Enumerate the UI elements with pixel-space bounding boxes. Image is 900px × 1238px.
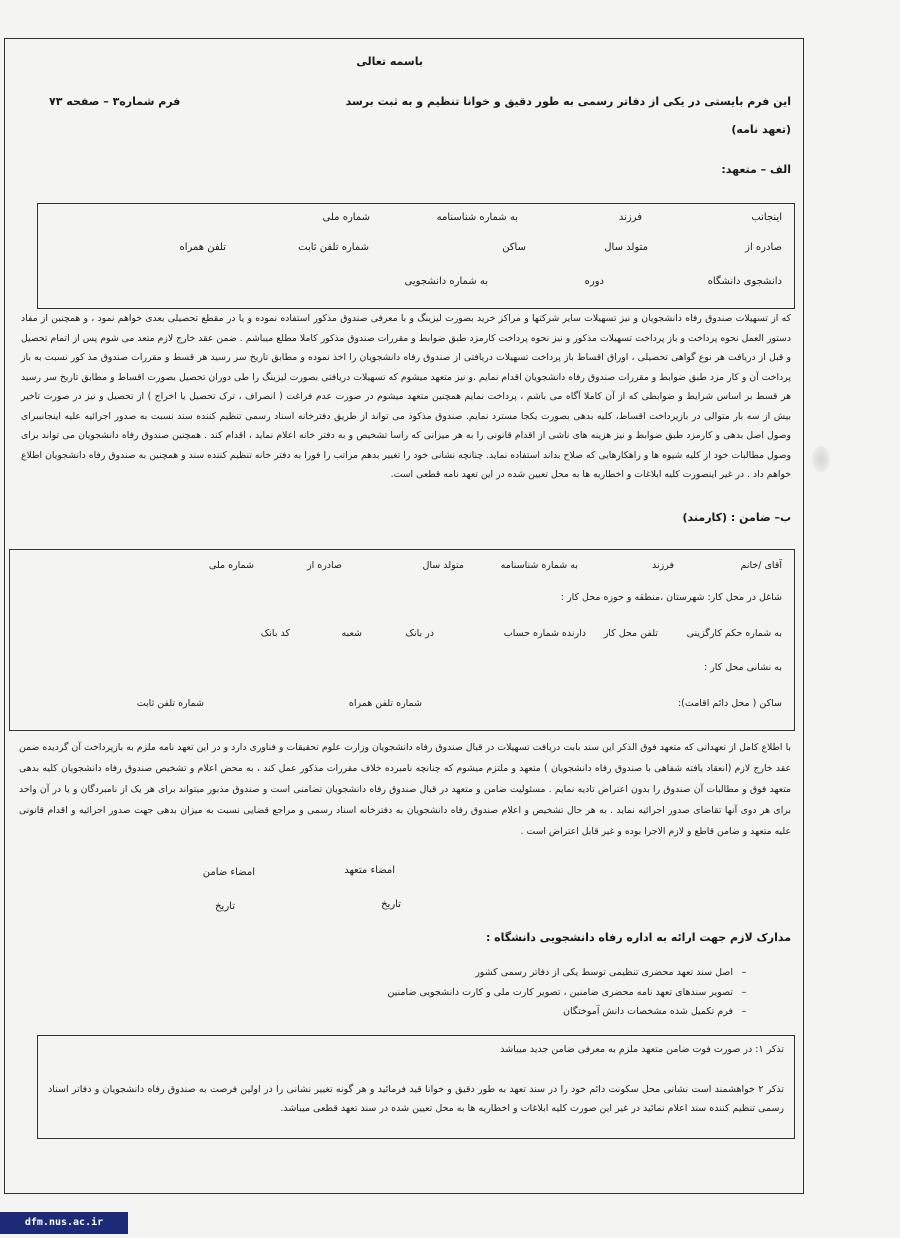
documents-item [475, 967, 755, 978]
guarantor-residence-label: ساکن ( محل دائم اقامت): [677, 698, 782, 709]
obligor-id-label: به شماره شناسنامه [436, 212, 518, 223]
obligor-residence-label: ساکن [502, 242, 526, 253]
obligor-date-label: تاریخ [381, 899, 401, 910]
obligor-student-id-label: به شماره دانشجویی [404, 276, 488, 287]
section-b-heading: ب– ضامن : (کارمند) [682, 511, 791, 524]
documents-item-text: اصل سند تعهد محضری تنظیمی توسط یکی از دفاتر رسمی کشور [475, 967, 733, 978]
guarantor-issued-label: صادره از [306, 560, 342, 571]
guarantor-birth-year-label: متولد سال [422, 560, 464, 571]
obligor-father-label: فرزند [618, 212, 642, 223]
bullet-dash: – [741, 1006, 747, 1017]
guarantor-bank-label: در بانک [405, 628, 434, 639]
note-2: تذکر ۲ خواهشمند است نشانی محل سکونت دائم خود را در سند تعهد به طور دقیق و خوانا قید فرمائید و هر گونه تغییر نشانی را در اولین فرصت به صندوق رفاه دانشجویان و دفاتر اسناد رسمی تنظیم کننده سند اعلام نمائید در غیر این صورت کلیه ابلاغات و اخطاریه ها به محل تعیین شده در سند تعهد قطعی میباشد. [48, 1084, 785, 1114]
guarantor-id-label: به شماره شناسنامه [500, 560, 578, 571]
obligor-birth-year-label: متولد سال [604, 242, 648, 253]
documents-item [387, 987, 755, 998]
obligor-national-id-label: شماره ملی [322, 212, 370, 223]
notes-box [37, 1035, 795, 1139]
obligor-signature-label: امضاء متعهد [344, 865, 395, 876]
obligor-landline-label: شماره تلفن ثابت [298, 242, 369, 253]
obligor-course-label: دوره [584, 276, 604, 287]
obligor-university-label: دانشجوی دانشگاه [707, 276, 782, 287]
form-instruction: این فرم بایستی در یکی از دفاتر رسمی به طور دقیق و خوانا تنظیم و به ثبت برسد [345, 95, 791, 108]
guarantor-info-box [9, 549, 795, 731]
form-page [4, 38, 804, 1194]
guarantor-terms: با اطلاع کامل از تعهداتی که متعهد فوق الذکر این سند بابت دریافت تسهیلات در قبال صندوق رفاه دانشجویان وزارت علوم تحقیقات و فناوری دارد و در این تعهد نامه ملزم به بازپرداخت آن گردیده ضمن عقد خارج لازم (انعقاد یافته شفاهی با صندوق رفاه دانشجویان ) متعهد و ملتزم میشوم که چنانچه نامبرده خلاف مقررات مذکور عمل کند ، به محض اعلام و تشخیص صندوق رفاه دانشجویان کلیه بدهی متعهد فوق و مطالبات آن صندوق را بدون اعتراض تادیه نمایم . مسئولیت ضامن و متعهد در قبال صندوق رفاه دانشجویان تضامنی است و صندوق مذبور میتواند برای هر یک از نامبردگان و یا در آن واحد برای هر دوی آنها تقاضای صدور اجرائیه نماید . به هر حال تشخیص و اعلام صندوق رفاه دانشجویان به دفترخانه اسناد رسمی و مراجع قضایی نسبت به میزان بدهی جهت صدور اجرائیه و اقدام قانونی علیه متعهد و ضامن قاطع و لازم الاجرا بوده و غیر قابل اعتراض است . [19, 742, 791, 837]
note-1: تذکر ۱: در صورت فوت ضامن متعهد ملزم به معرفی ضامن جدید میباشد [500, 1044, 784, 1055]
obligor-terms: که از تسهیلات صندوق رفاه دانشجویان و نیز تسهیلات سایر شرکتها و مراکز خرید بصورت لیزینگ و با معرفی صندوق مذکور استفاده نموده و یا در مقطع تحصیلی بعدی خواهم نمود ، و همچنین از مفاد دستور العمل نحوه پرداخت و باز پرداخت تسهیلات مذکور و نیز نحوه پرداخت کارمزد طبق ضوابط و مقررات صندوق مذکور کاملا مطلع میباشم . ضمن عقد خارج لازم متعد می شوم پس از اتمام تحصیل و قبل از دریافت هر نوع گواهی تحصیلی ، اوراق اقساط باز پرداخت تسهیلات دریافتی از صندوق رفاه دانشجویان را اخذ نموده و مطابق تاریخ سر رسید هر قسط و مقررات صندوق مذ کور نسبت به باز پرداخت آن و کار مزد طبق ضوابط و مقررات صندوق رفاه دانشجویان اقدام نمایم .و نیز متعهد میشوم که تسهیلات دریافتی بصورت لیزینگ را طی دوران تحصیل بصورت اقساط و مطابق تاریخ سر رسید هر قسط بر اساس شرایط و ضوابطی که از آن کاملا آگاه می باشم ، پرداخت نمایم همچنین متعهد میشوم در صورت عدم فراغت ( انصراف ، ترک تحصیل یا اخراج ) از تحصیل و نیز در صورت تاخیر بیش از سه بار متوالی در بازپرداخت اقساط، کلیه بدهی بصورت یکجا مسترد نمایم. صندوق مذکوذ می تواند از طریق دفترخانه اسناد رسمی تنظیم کننده سند نسبت به صدور اجرائیه علیه اینجانببرای وصول اصل بدهی و کارمزد طبق ضوابط و نیز هزینه های ناشی از اقدام قانونی را به هر میزانی که راسا تشخیص و به دفتر خانه اعلام نماید ، اقدام کند . همچنین صندوق رفاه دانشجویان می تواند برای وصول مطالبات خود از کلیه شیوه ها و راهکارهایی که صلاح بداند استفاده نماید. چنانچه نشانی خود را تغییر بدهم مراتب را فورا به دفتر خانه تنظیم کننده سند و همچنین به صندوق رفاه دانشجویان اطلاع خواهم داد . در غیر اینصورت کلیه ابلاغات و اخطاریه ها به محل تعیین شده در این تعهد نامه قطعی است. [21, 313, 791, 480]
obligor-info-box [37, 203, 795, 309]
guarantor-branch-label: شعبه [341, 628, 362, 639]
guarantor-work-phone-label: تلفن محل کار [603, 628, 658, 639]
guarantor-bank-code-label: کد بانک [260, 628, 290, 639]
guarantor-account-label: دارنده شماره حساب [503, 628, 586, 639]
documents-item [563, 1006, 755, 1017]
section-a-heading: الف – متعهد: [721, 163, 791, 176]
form-reference: فرم شماره۳ – صفحه ۷۳ [49, 95, 181, 108]
obligor-mobile-label: تلفن همراه [179, 242, 226, 253]
scan-mark [812, 446, 830, 472]
obligor-name-label: اینجانب [751, 212, 782, 223]
guarantor-work-address-label: به نشانی محل کار : [703, 662, 782, 673]
basmala: باسمه تعالی [356, 55, 423, 68]
guarantor-date-label: تاریخ [215, 901, 235, 912]
site-url-badge[interactable]: dfm.nus.ac.ir [0, 1212, 128, 1234]
guarantor-decree-label: به شماره حکم کارگزینی [686, 628, 782, 639]
guarantor-father-label: فرزند [651, 560, 674, 571]
bullet-dash: – [741, 987, 747, 998]
guarantor-landline-label: شماره تلفن ثابت [136, 698, 204, 709]
bullet-dash: – [741, 967, 747, 978]
guarantor-workplace-label: شاغل در محل کار: شهرستان ،منطقه و حوزه محل کار : [560, 592, 782, 603]
documents-item-text: تصویر سندهای تعهد نامه محضری ضامنین ، تصویر کارت ملی و کارت دانشجویی ضامنین [387, 987, 733, 998]
documents-item-text: فرم تکمیل شده مشخصات دانش آموختگان [562, 1006, 733, 1017]
form-title: (تعهد نامه) [731, 123, 791, 136]
guarantor-national-id-label: شماره ملی [208, 560, 254, 571]
guarantor-name-label: آقای /خانم [740, 560, 782, 571]
guarantor-mobile-label: شماره تلفن همراه [348, 698, 422, 709]
documents-heading: مدارک لازم جهت ارائه به اداره رفاه دانشجویی دانشگاه : [485, 931, 791, 944]
guarantor-signature-label: امضاء ضامن [202, 867, 255, 878]
obligor-issued-label: صادره از [745, 242, 782, 253]
